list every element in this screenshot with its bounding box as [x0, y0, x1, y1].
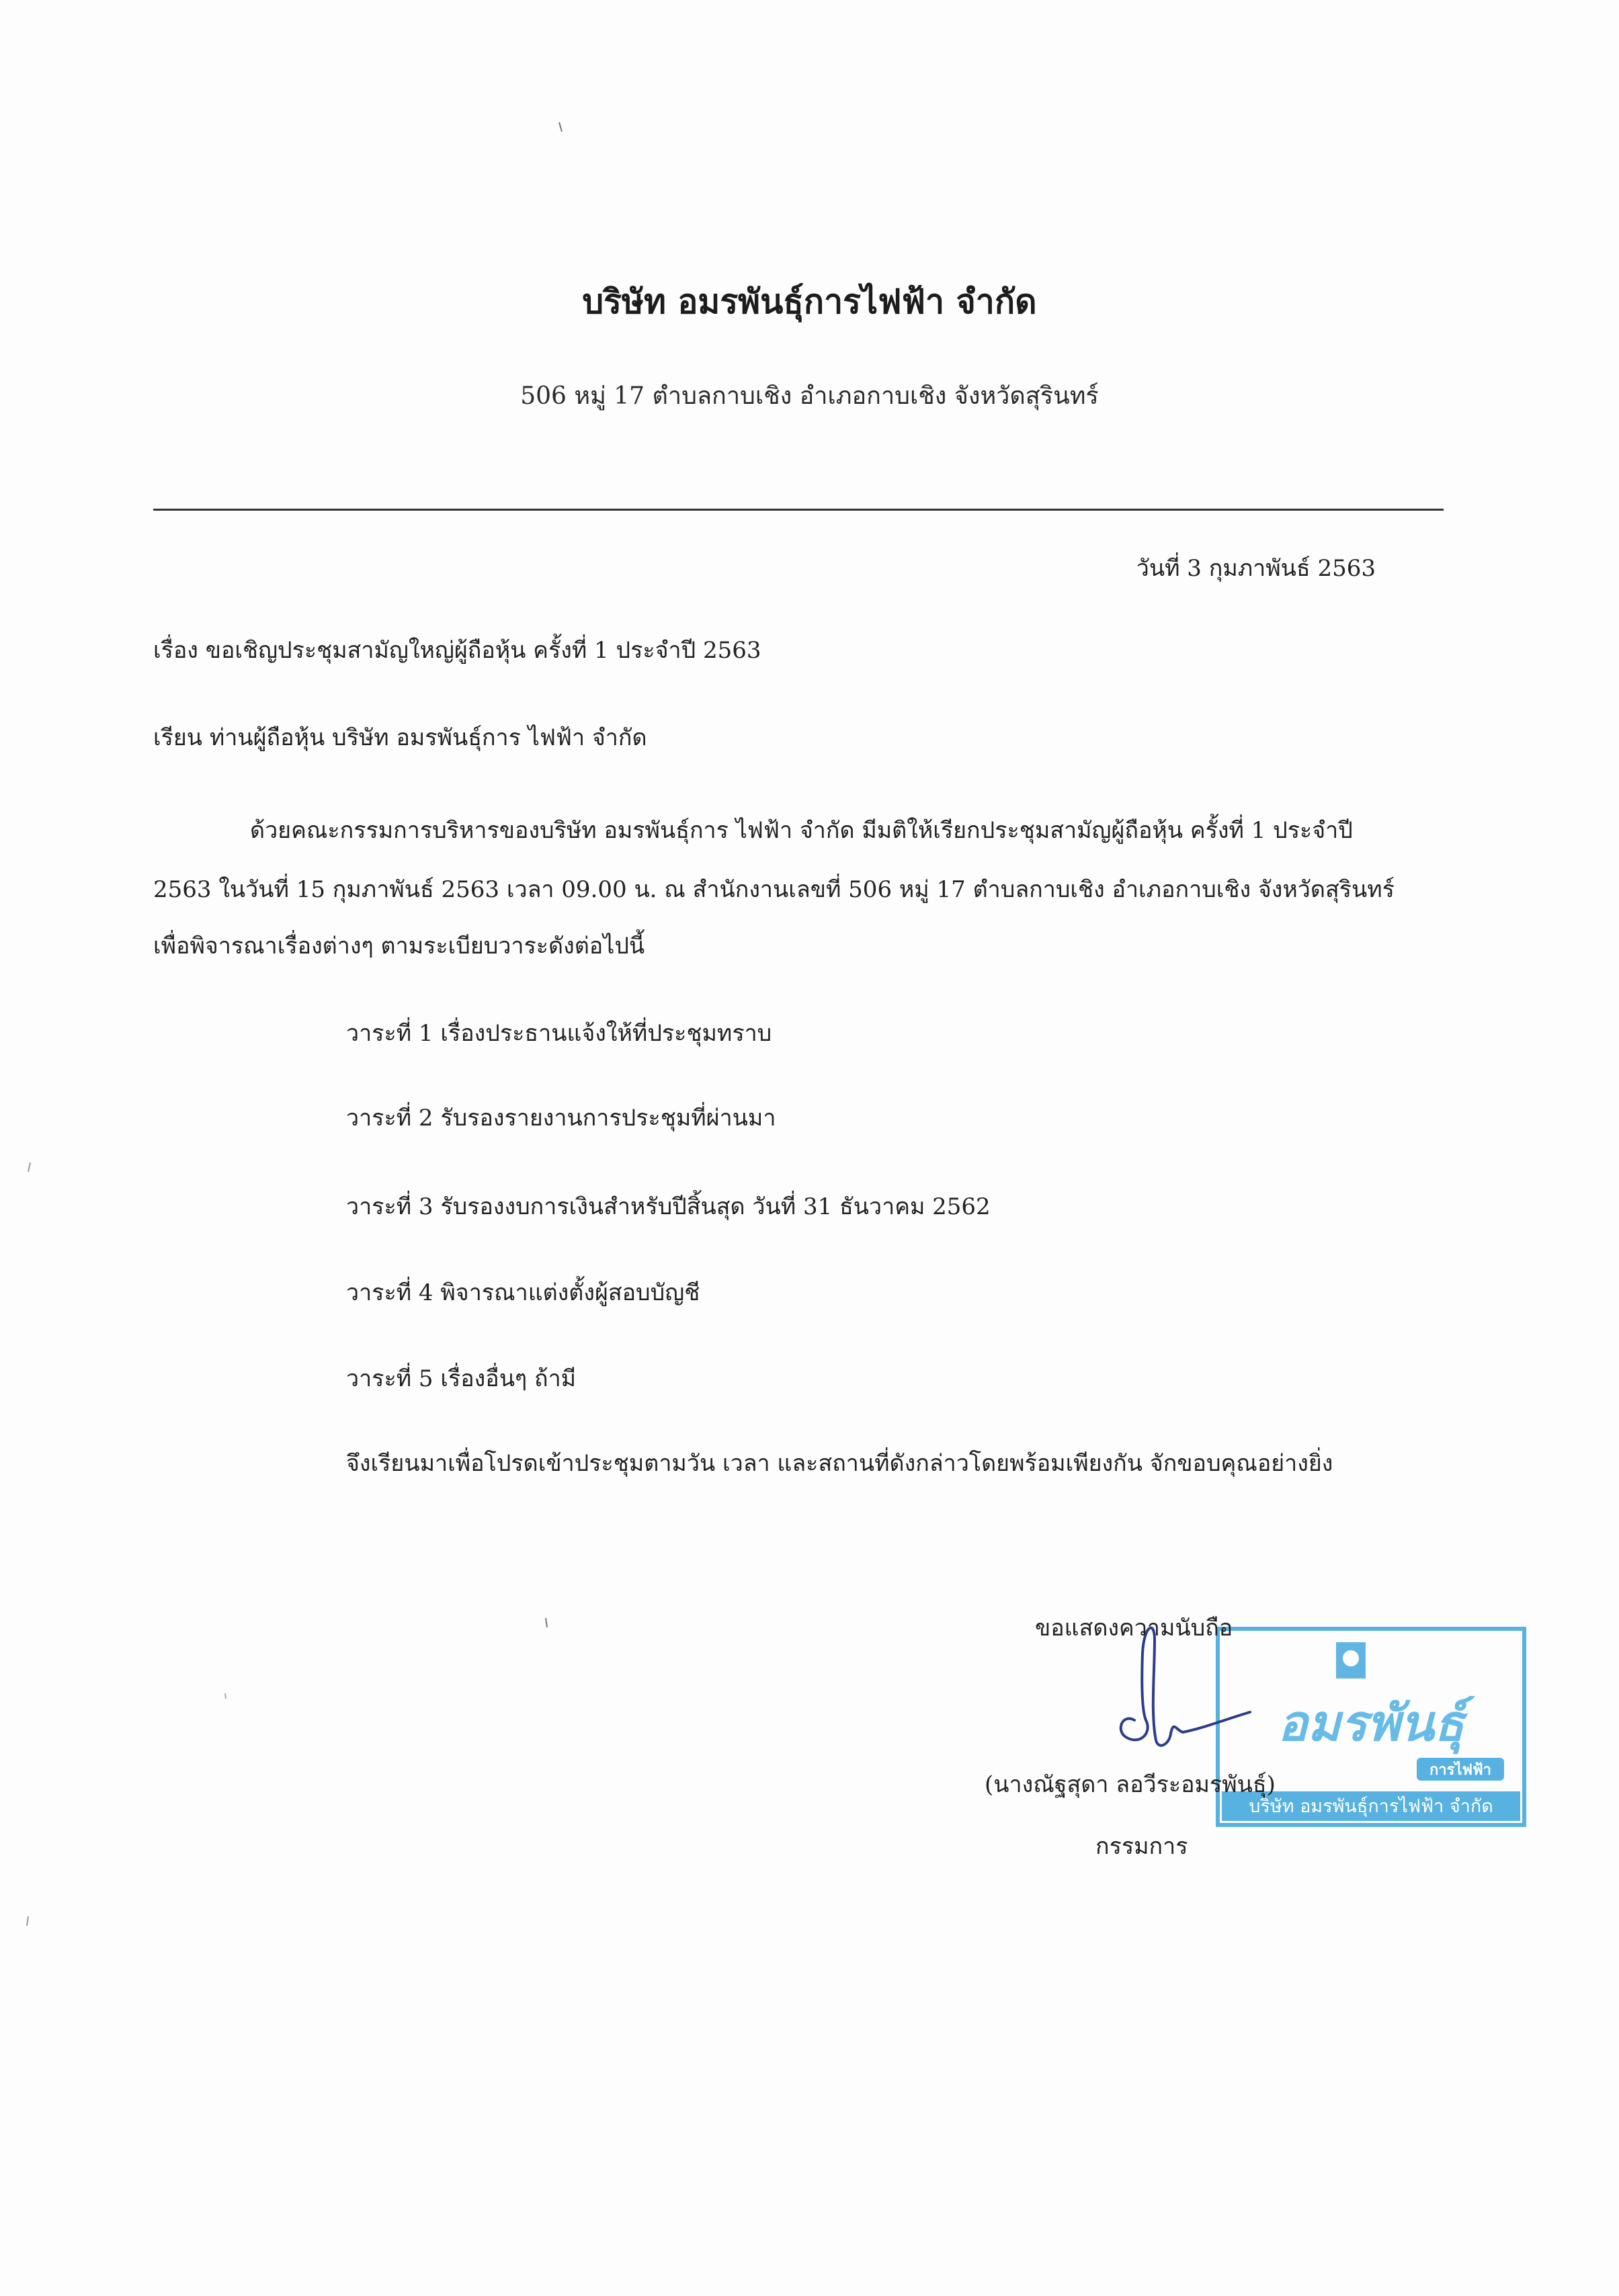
body-line: เพื่อพิจารณาเรื่องต่างๆ ตามระเบียบวาระดังต่อไปนี้	[153, 933, 645, 960]
stamp-tag-text: การไฟฟ้า	[1429, 1762, 1492, 1779]
agenda-item: วาระที่ 4 พิจารณาแต่งตั้งผู้สอบบัญชี	[346, 1279, 700, 1306]
header-divider	[153, 509, 1444, 511]
agenda-item: วาระที่ 5 เรื่องอื่นๆ ถ้ามี	[346, 1365, 577, 1392]
company-name: บริษัท อมรพันธุ์การไฟฟ้า จำกัด	[582, 282, 1037, 321]
signer-name: (นางณัฐสุดา ลอวีระอมรพันธุ์)	[985, 1771, 1276, 1798]
agenda-item: วาระที่ 3 รับรองงบการเงินสำหรับปีสิ้นสุด วันที่ 31 ธันวาคม 2562	[346, 1193, 991, 1220]
stamp-logo-text: อมรพันธุ์	[1278, 1695, 1464, 1752]
letter-addressee: เรียน ท่านผู้ถือหุ้น บริษัท อมรพันธุ์การ ไฟฟ้า จำกัด	[153, 724, 647, 751]
closing-line: จึงเรียนมาเพื่อโปรดเข้าประชุมตามวัน เวลา และสถานที่ดังกล่าวโดยพร้อมเพียงกัน จักขอบคุณอย่างยิ่ง	[346, 1450, 1333, 1477]
agenda-item: วาระที่ 1 เรื่องประธานแจ้งให้ที่ประชุมทราบ	[346, 1020, 772, 1047]
stamp-company-text: บริษัท อมรพันธุ์การไฟฟ้า จำกัด	[1249, 1796, 1493, 1817]
body-line: ด้วยคณะกรรมการบริหารของบริษัท อมรพันธุ์การ ไฟฟ้า จำกัด มีมติให้เรียกประชุมสามัญผู้ถือหุ้น ครั้งที่ 1 ประจำปี	[250, 817, 1353, 844]
letter-date: วันที่ 3 กุมภาพันธ์ 2563	[1136, 555, 1376, 582]
body-line: 2563 ในวันที่ 15 กุมภาพันธ์ 2563 เวลา 09.00 น. ณ สำนักงานเลขที่ 506 หมู่ 17 ตำบลกาบเชิง อำเภอกาบเชิง จังหวัดสุรินทร์	[153, 876, 1395, 903]
letter-subject: เรื่อง ขอเชิญประชุมสามัญใหญ่ผู้ถือหุ้น ครั้งที่ 1 ประจำปี 2563	[153, 637, 761, 664]
company-address: 506 หมู่ 17 ตำบลกาบเชิง อำเภอกาบเชิง จังหวัดสุรินทร์	[520, 382, 1099, 410]
signature-regards: ขอแสดงความนับถือ	[1035, 1615, 1233, 1642]
signer-position: กรรมการ	[1095, 1833, 1188, 1860]
agenda-item: วาระที่ 2 รับรองรายงานการประชุมที่ผ่านมา	[346, 1105, 776, 1132]
